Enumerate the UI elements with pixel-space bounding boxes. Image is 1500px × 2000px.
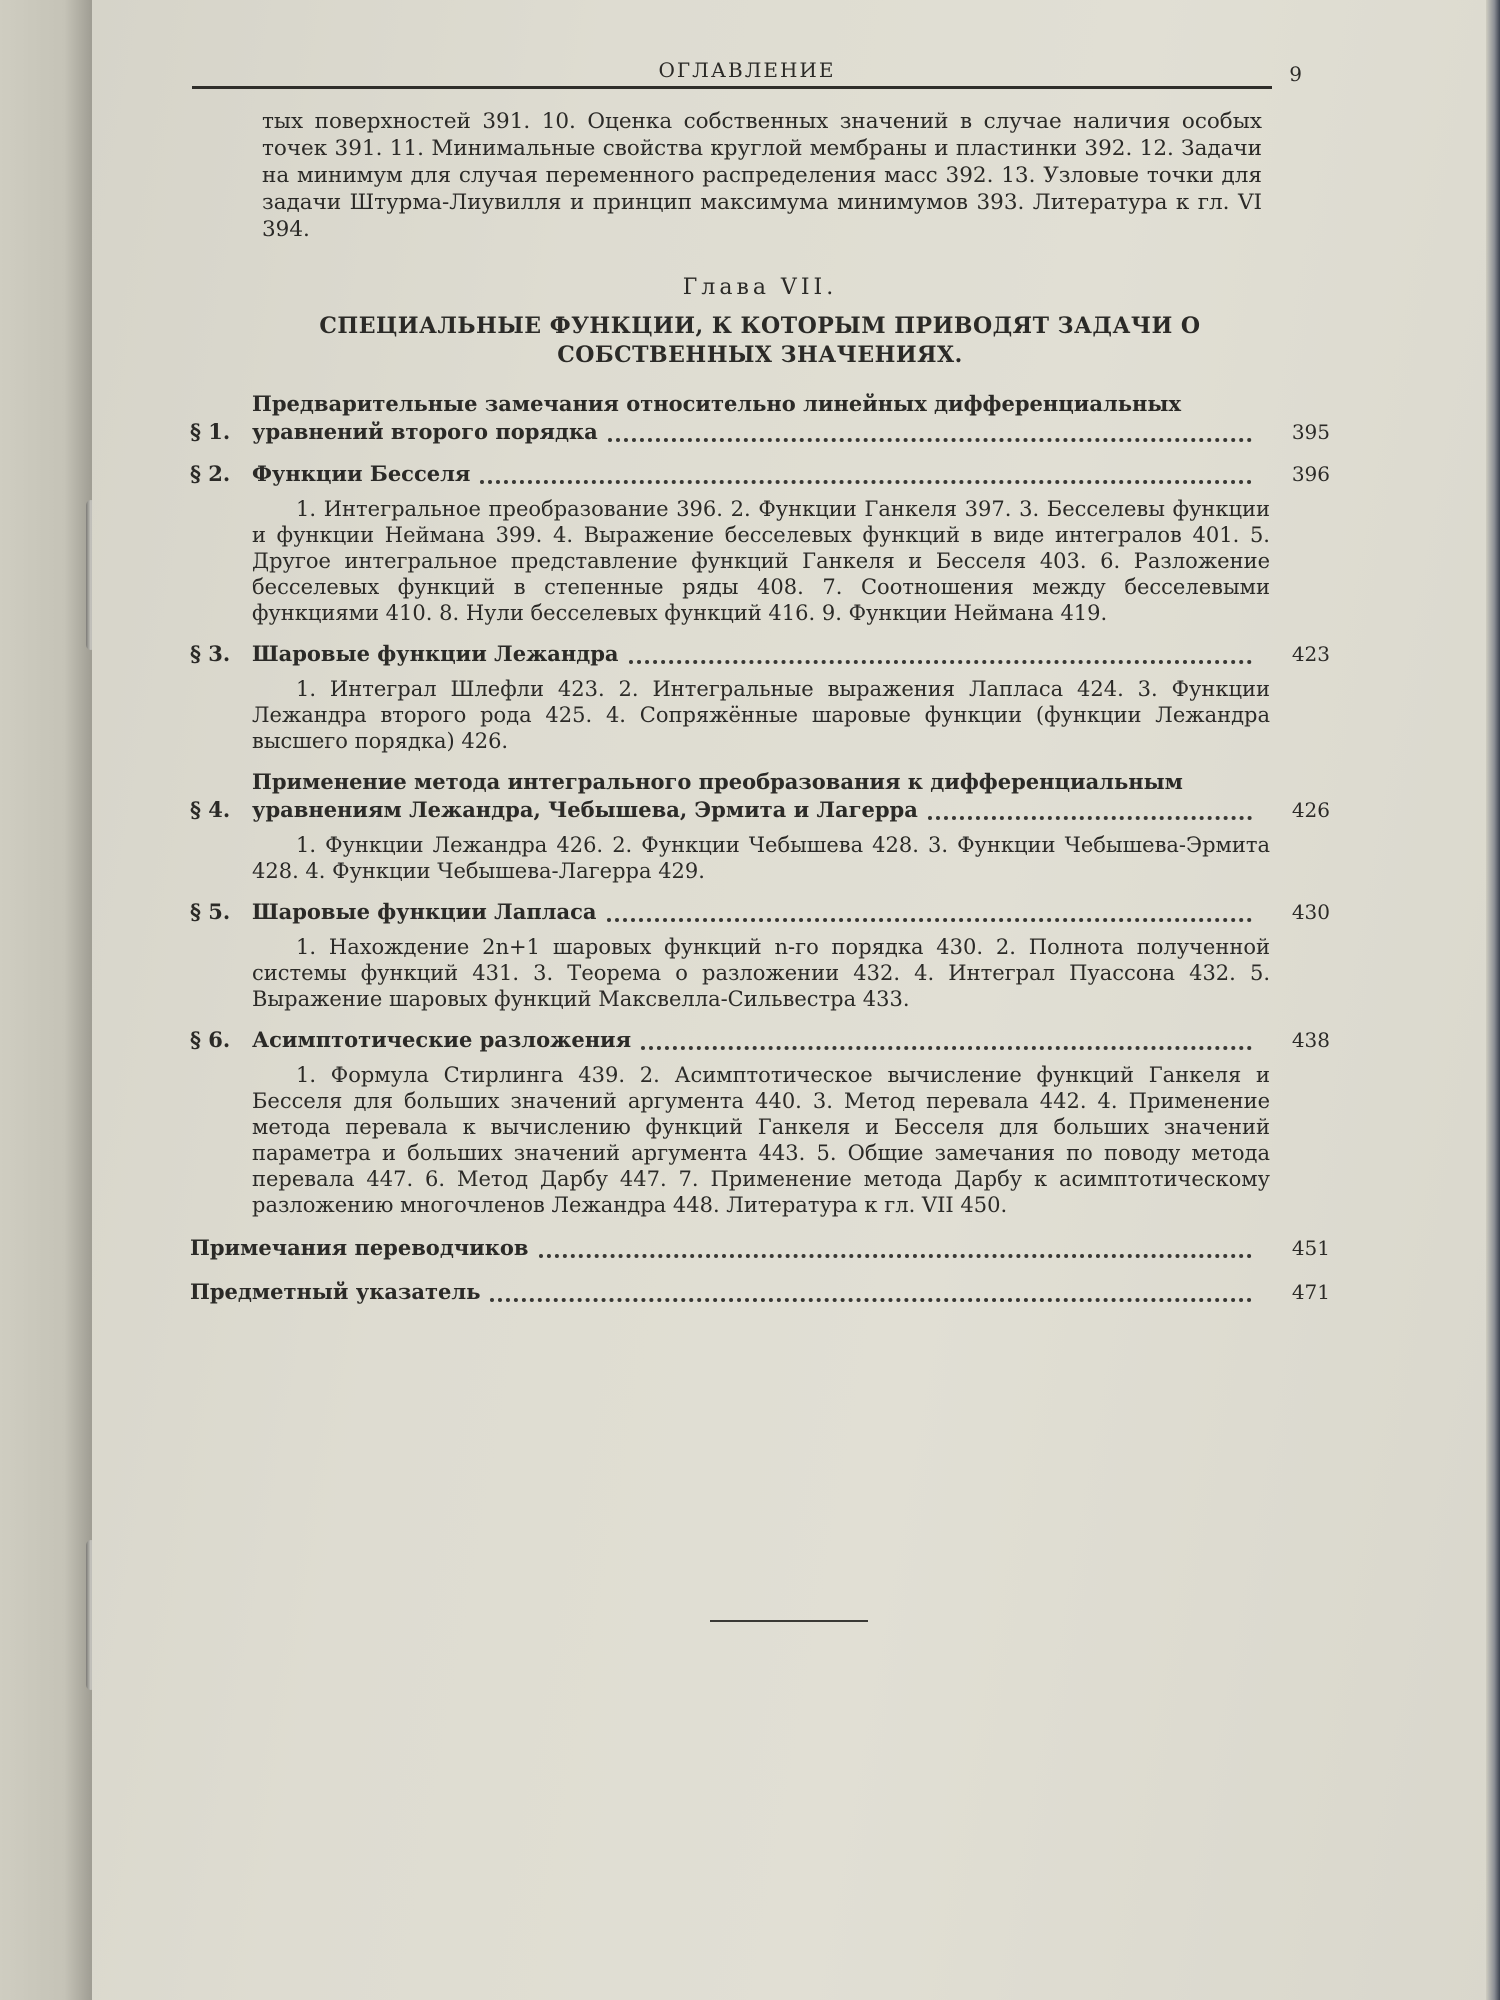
page-edge — [1486, 0, 1500, 2000]
section-page: 395 — [1291, 420, 1330, 444]
extra-page: 471 — [1291, 1280, 1330, 1304]
header-page-number: 9 — [1289, 62, 1302, 86]
extra-page: 451 — [1291, 1236, 1330, 1260]
dot-leader — [928, 816, 1252, 820]
section-number: § 2. — [190, 461, 231, 486]
chapter-label: Глава VII. — [682, 275, 838, 300]
section-details: 1. Интегральное преобразование 396. 2. Функции Ганкеля 397. 3. Бесселевы функции и функции Неймана 399. 4. Выражение бесселевых функций в виде интегралов 401. 5. Другое интегральное представление функций Ганкеля и Бесселя 403. 6. Разложение бесселевых функций в степенные ряды 408. 7. Соотношения между бесселевыми функциями 410. 8. Нули бесселевых функций 416. 9. Функции Неймана 419. — [252, 497, 1270, 625]
toc-section-5 — [190, 898, 1330, 1012]
section-title: Предварительные замечания относительно линейных дифференциальных уравнений второго порядка — [252, 390, 1260, 446]
chapter-title: СПЕЦИАЛЬНЫЕ ФУНКЦИИ, К КОТОРЫМ ПРИВОДЯТ ЗАДАЧИ О СОБСТВЕННЫХ ЗНАЧЕНИЯХ. — [319, 313, 1201, 368]
toc-section-1 — [190, 390, 1330, 446]
dot-leader — [608, 438, 1252, 442]
section-title: Функции Бесселя — [252, 460, 1260, 488]
dot-leader — [641, 1046, 1252, 1050]
section-number: § 5. — [190, 899, 231, 924]
section-details: 1. Нахождение 2n+1 шаровых функций n-го порядка 430. 2. Полнота полученной системы функций 431. 3. Теорема о разложении 432. 4. Интеграл Пуассона 432. 5. Выражение шаровых функций Максвелла-Сильвестра 433. — [252, 935, 1270, 1011]
section-title: Шаровые функции Лапласа — [252, 898, 1260, 926]
section-details: 1. Функции Лежандра 426. 2. Функции Чебышева 428. 3. Функции Чебышева-Эрмита 428. 4. Функции Чебышева-Лагерра 429. — [252, 833, 1270, 883]
toc-subject-index — [190, 1278, 1330, 1306]
section-number: § 6. — [190, 1027, 231, 1052]
section-number: § 3. — [190, 641, 231, 666]
toc-section-6 — [190, 1026, 1330, 1218]
section-page: 426 — [1291, 798, 1330, 822]
section-number: § 4. — [190, 797, 231, 822]
header-title: ОГЛАВЛЕНИЕ — [658, 58, 836, 82]
extra-title: Предметный указатель — [190, 1278, 1260, 1306]
dot-leader — [607, 918, 1253, 922]
header-rule — [192, 86, 1272, 89]
running-header — [192, 48, 1302, 88]
section-page: 438 — [1291, 1028, 1330, 1052]
section-page: 396 — [1291, 462, 1330, 486]
section-title: Шаровые функции Лежандра — [252, 640, 1260, 668]
closing-rule — [710, 1620, 868, 1622]
section-page: 423 — [1291, 642, 1330, 666]
toc-translator-notes — [190, 1234, 1330, 1262]
toc-section-2 — [190, 460, 1330, 626]
book-gutter — [0, 0, 92, 2000]
section-details: 1. Интеграл Шлефли 423. 2. Интегральные выражения Лапласа 424. 3. Функции Лежандра второго рода 425. 4. Сопряжённые шаровые функции (функции Лежандра высшего порядка) 426. — [252, 677, 1270, 753]
section-number: § 1. — [190, 419, 231, 444]
section-page: 430 — [1291, 900, 1330, 924]
section-list — [190, 390, 1330, 1218]
dot-leader — [480, 480, 1252, 484]
toc-section-3 — [190, 640, 1330, 754]
toc-section-4 — [190, 768, 1330, 884]
table-of-contents — [190, 108, 1330, 1306]
dot-leader — [629, 660, 1252, 664]
section-title: Применение метода интегрального преобразования к дифференциальным уравнениям Лежандра, Чебышева, Эрмита и Лагерра — [252, 768, 1260, 824]
section-details: 1. Формула Стирлинга 439. 2. Асимптотическое вычисление функций Ганкеля и Бесселя для больших значений аргумента 440. 3. Метод перевала 442. 4. Применение метода перевала к вычислению функций Ганкеля и Бесселя для больших значений параметра и больших значений аргумента 443. 5. Общие замечания по поводу метода перевала 447. 6. Метод Дарбу 447. 7. Применение метода Дарбу к асимптотическому разложению многочленов Лежандра 448. Литература к гл. VII 450. — [252, 1063, 1270, 1217]
dot-leader — [490, 1298, 1252, 1302]
dot-leader — [539, 1254, 1252, 1258]
intro-continuation: тых поверхностей 391. 10. Оценка собственных значений в случае наличия особых точек 391. 11. Минимальные свойства круглой мембраны и пластинки 392. 12. Задачи на минимум для случая переменного распределения масс 392. 13. Узловые точки для задачи Штурма-Лиувилля и принцип максимума минимумов 393. Литература к гл. VI 394. — [262, 109, 1262, 242]
extra-title: Примечания переводчиков — [190, 1234, 1260, 1262]
section-title: Асимптотические разложения — [252, 1026, 1260, 1054]
